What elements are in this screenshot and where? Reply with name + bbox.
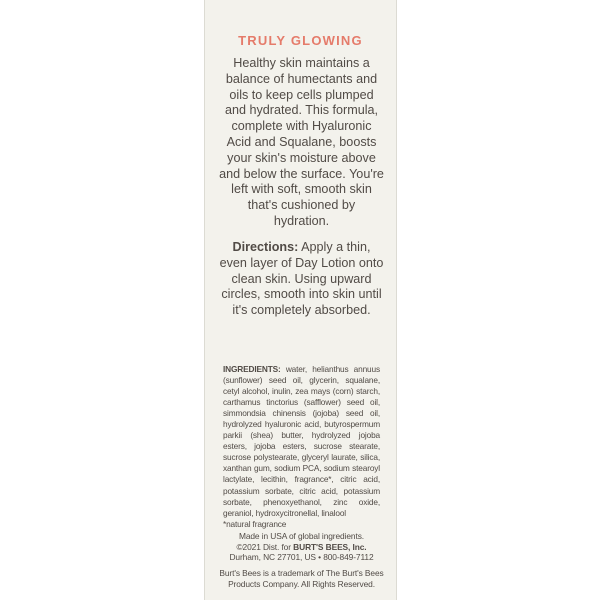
panel-heading: TRULY GLOWING [238, 33, 363, 48]
product-description: Healthy skin maintains a balance of humectants and oils to keep cells plumped and hydrated. This formula, complete with Hyaluronic Acid and Squalane, boosts your skin's moisture above and below the surface. You're left with soft, smooth skin that's cushioned by hydration. [219, 56, 384, 228]
distributor-prefix: ©2021 Dist. for [236, 541, 294, 552]
ingredients-list [223, 364, 380, 530]
distributor-line [213, 542, 390, 553]
distribution-info [213, 531, 390, 563]
directions-label: Directions: [232, 240, 299, 254]
directions-paragraph [219, 240, 384, 319]
package-side-panel [204, 0, 397, 600]
address-line: Durham, NC 27701, US • 800-849-7112 [229, 552, 374, 563]
distributor-brand: BURT'S BEES, Inc. [293, 541, 367, 552]
fragrance-note: *natural fragrance [223, 518, 287, 529]
ingredients-text: water, helianthus annuus (sunflower) seed oil, glycerin, squalane, cetyl alcohol, inulin, zea mays (corn) starch, carthamus tinctorius (safflower) seed oil, simmondsia chinensis (jojoba) seed oil, hydrolyzed hyaluronic acid, butyrospermum parkii (shea) butter, hydrolyzed jojoba esters, jojoba esters, sucrose stearate, sucrose polystearate, glyceryl laurate, silica, xanthan gum, sodium PCA, sodium stearoyl lactylate, lecithin, fragrance*, citric acid, potassium sorbate, citric acid, potassium sorbate, phenoxyethanol, zinc oxide, geraniol, hydroxycitronellal, linalool [223, 364, 380, 518]
made-in-line: Made in USA of global ingredients. [238, 531, 365, 541]
directions-text: Apply a thin, even layer of Day Lotion onto clean skin. Using upward circles, smooth into skin until it's completely absorbed. [219, 240, 384, 318]
trademark-notice: Burt's Bees is a trademark of The Burt's Bees Products Company. All Rights Reserved. [219, 568, 384, 589]
ingredients-label: INGREDIENTS: [223, 364, 281, 374]
